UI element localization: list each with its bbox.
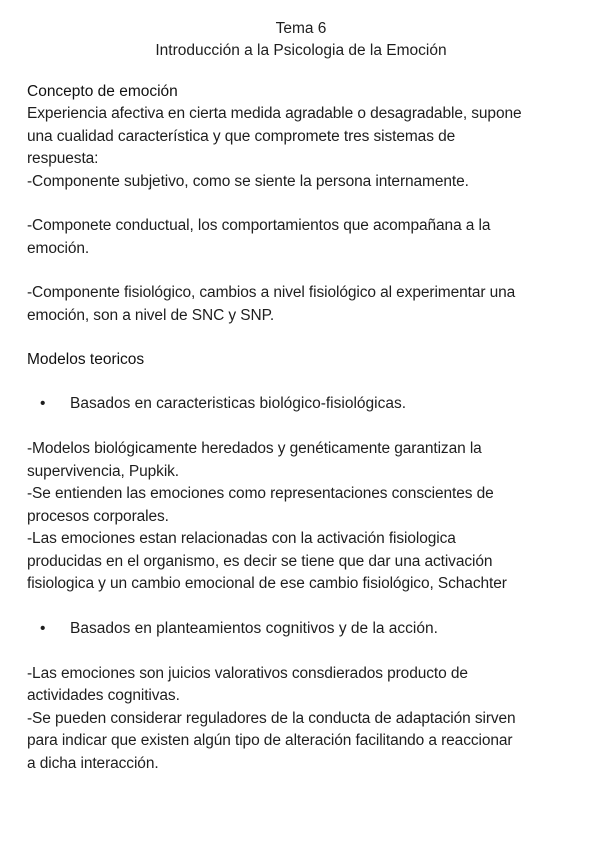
document-header bbox=[27, 18, 575, 62]
text-line: -Componente subjetivo, como se siente la persona internamente. bbox=[27, 172, 469, 190]
text-line: -Componete conductual, los comportamientos que acompañana a la bbox=[27, 217, 491, 234]
text-line: supervivencia, Pupkik. bbox=[27, 462, 180, 480]
componente-fisiologico-paragraph bbox=[27, 282, 575, 327]
bullet-icon: • bbox=[40, 395, 46, 412]
section-title-concepto: Concepto de emoción bbox=[27, 83, 178, 100]
text-line: emoción, son a nivel de SNC y SNP. bbox=[27, 306, 275, 324]
text-line: actividades cognitivas. bbox=[27, 687, 180, 704]
text-line: una cualidad característica y que compromete tres sistemas de bbox=[27, 127, 456, 145]
bullet-text: Basados en caracteristicas biológico-fisiológicas. bbox=[70, 395, 406, 412]
text-line: a dicha interacción. bbox=[27, 754, 159, 772]
text-line: respuesta: bbox=[27, 150, 99, 167]
modelos-biologicos-paragraph bbox=[27, 438, 575, 596]
text-line: -Las emociones son juicios valorativos consdierados producto de bbox=[27, 664, 468, 682]
bullet-icon: • bbox=[40, 619, 46, 637]
text-line: emoción. bbox=[27, 239, 90, 257]
topic-title: Introducción a la Psicologia de la Emoción bbox=[155, 42, 447, 59]
section-title-modelos: Modelos teoricos bbox=[27, 351, 145, 368]
modelos-cognitivos-paragraph bbox=[27, 663, 575, 776]
text-line: producidas en el organismo, es decir se tiene que dar una activación bbox=[27, 552, 493, 570]
text-line: -Se pueden considerar reguladores de la conducta de adaptación sirven bbox=[27, 709, 516, 727]
text-line: procesos corporales. bbox=[27, 507, 169, 525]
concepto-paragraph bbox=[27, 103, 575, 193]
text-line: -Componente fisiológico, cambios a nivel fisiológico al experimentar una bbox=[27, 284, 516, 301]
text-line: -Se entienden las emociones como representaciones conscientes de bbox=[27, 485, 494, 502]
componente-conductual-paragraph bbox=[27, 215, 575, 260]
bullet-item-biologico bbox=[27, 393, 575, 415]
bullet-item-cognitivo bbox=[27, 618, 575, 640]
topic-number: Tema 6 bbox=[275, 20, 327, 37]
text-line: Experiencia afectiva en cierta medida agradable o desagradable, supone bbox=[27, 105, 522, 122]
text-line: -Las emociones estan relacionadas con la activación fisiologica bbox=[27, 530, 456, 547]
text-line: para indicar que existen algún tipo de alteración facilitando a reaccionar bbox=[27, 732, 513, 749]
text-line: -Modelos biológicamente heredados y genéticamente garantizan la bbox=[27, 440, 482, 457]
text-line: fisiologica y un cambio emocional de ese cambio fisiológico, Schachter bbox=[27, 575, 507, 592]
bullet-text: Basados en planteamientos cognitivos y de la acción. bbox=[70, 619, 438, 637]
document-page bbox=[27, 18, 575, 775]
